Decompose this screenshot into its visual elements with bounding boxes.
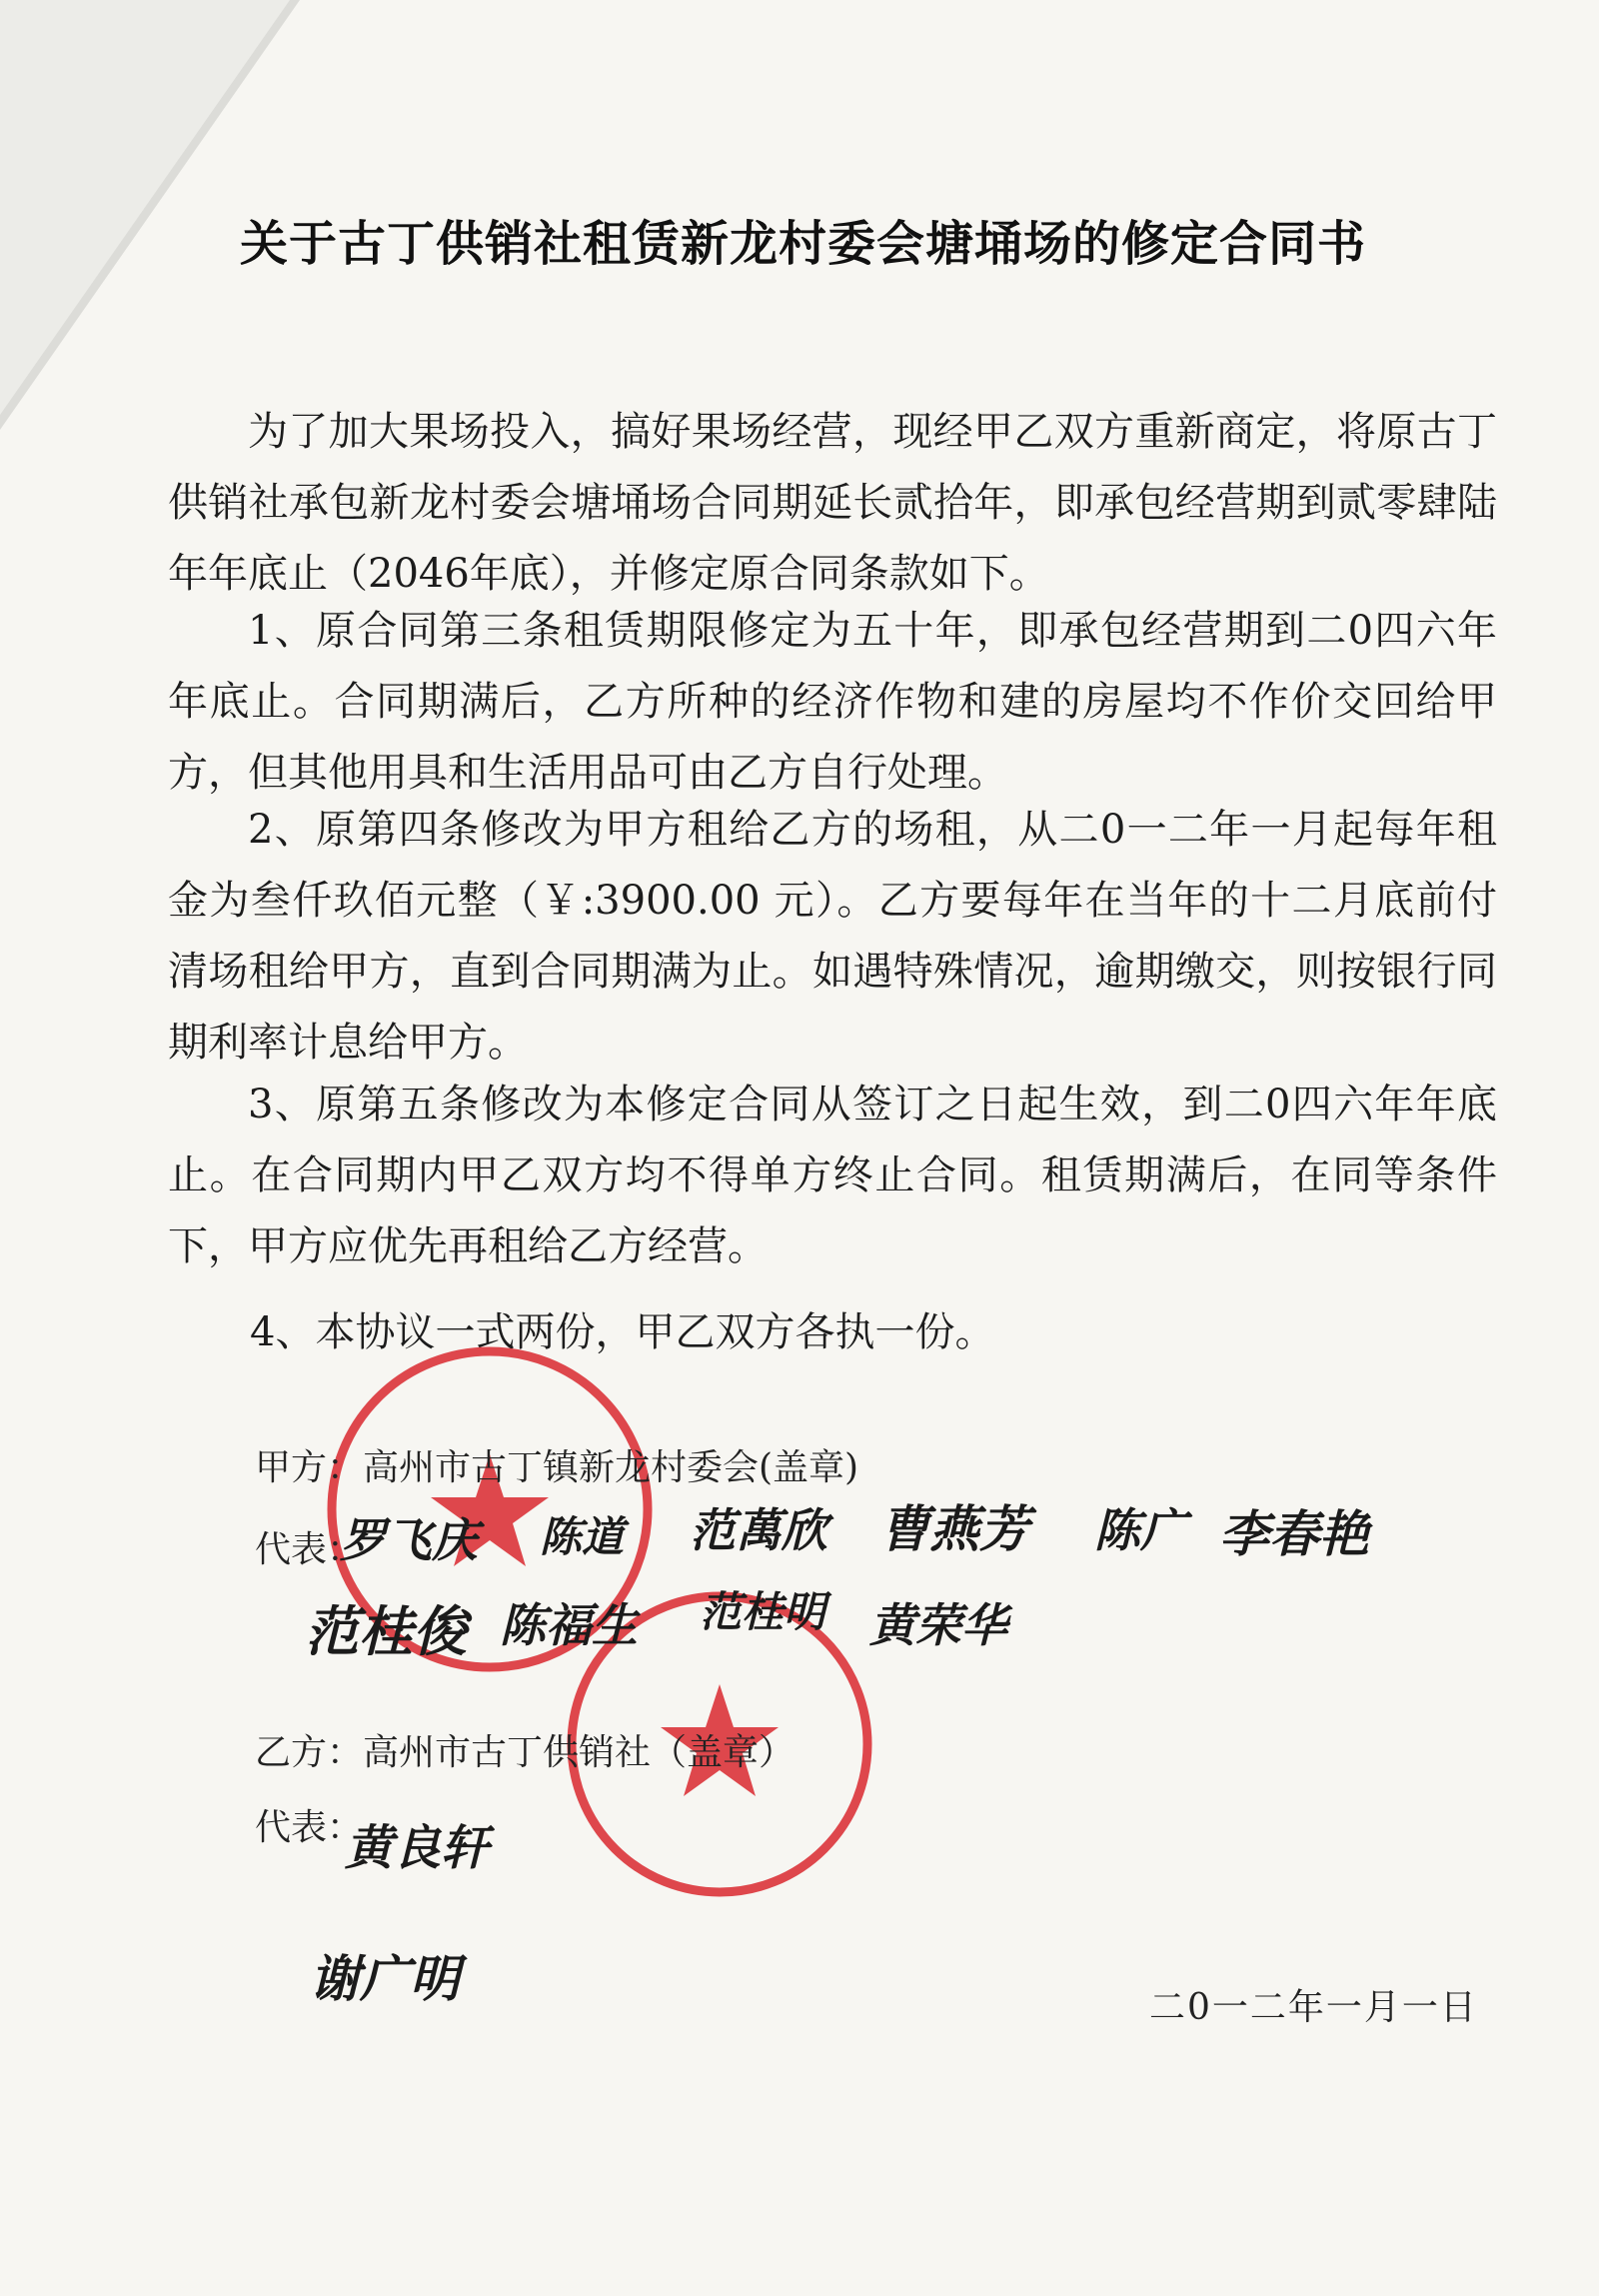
- party-b-line: 乙方：高州市古丁供销社（盖章）: [255, 1732, 796, 1773]
- party-a-representative-label: 代表：: [255, 1529, 364, 1570]
- clause-3: 3、原第五条修改为本修定合同从签订之日起生效，到二0四六年年底止。在合同期内甲乙双方均不得单方终止合同。租赁期满后，在同等条件下，甲方应优先再租给乙方经营。: [168, 1082, 1497, 1269]
- clause-1: 1、原合同第三条租赁期限修定为五十年，即承包经营期到二0四六年年底止。合同期满后，乙方所种的经济作物和建的房屋均不作价交回给甲方，但其他用具和生活用品可由乙方自行处理。: [168, 608, 1497, 796]
- clause-4: 4、本协议一式两份，甲乙双方各执一份。: [250, 1309, 995, 1355]
- signature: 罗飞庆: [340, 1513, 478, 1567]
- signature: 曹燕芳: [879, 1500, 1029, 1558]
- party-b-representative-label: 代表：: [255, 1807, 364, 1848]
- signature: 范萬欣: [690, 1503, 827, 1557]
- signature: 李春艳: [1219, 1505, 1369, 1563]
- intro-paragraph: 为了加大果场投入，搞好果场经营，现经甲乙双方重新商定，将原古丁供销社承包新龙村委会塘埇场合同期延长贰拾年，即承包经营期到贰零肆陆年年底止（2046年底），并修定原合同条款如下。: [168, 409, 1497, 597]
- signing-date: 二0一二年一月一日: [1149, 1987, 1478, 2028]
- clause-2: 2、原第四条修改为甲方租给乙方的场租，从二0一二年一月起每年租金为叁仟玖佰元整（￥:3900.00 元）。乙方要每年在当年的十二月底前付清场租给甲方，直到合同期满为止。如遇特殊情况，逾期缴交，则按银行同期利率计息给甲方。: [168, 807, 1497, 1066]
- party-a-line: 甲方：高州市古丁镇新龙村委会(盖章): [255, 1447, 859, 1488]
- document-title: 关于古丁供销社租赁新龙村委会塘埇场的修定合同书: [240, 216, 1367, 272]
- signature: 黄荣华: [869, 1598, 1007, 1652]
- signature: 范桂明: [700, 1587, 826, 1636]
- signature: 陈道: [540, 1512, 625, 1561]
- signature: 陈福生: [500, 1598, 638, 1652]
- signature: 范桂俊: [305, 1600, 467, 1663]
- signature: 陈广: [1094, 1503, 1186, 1557]
- signature: 谢广明: [310, 1950, 460, 2008]
- signature: 黄良轩: [345, 1820, 490, 1876]
